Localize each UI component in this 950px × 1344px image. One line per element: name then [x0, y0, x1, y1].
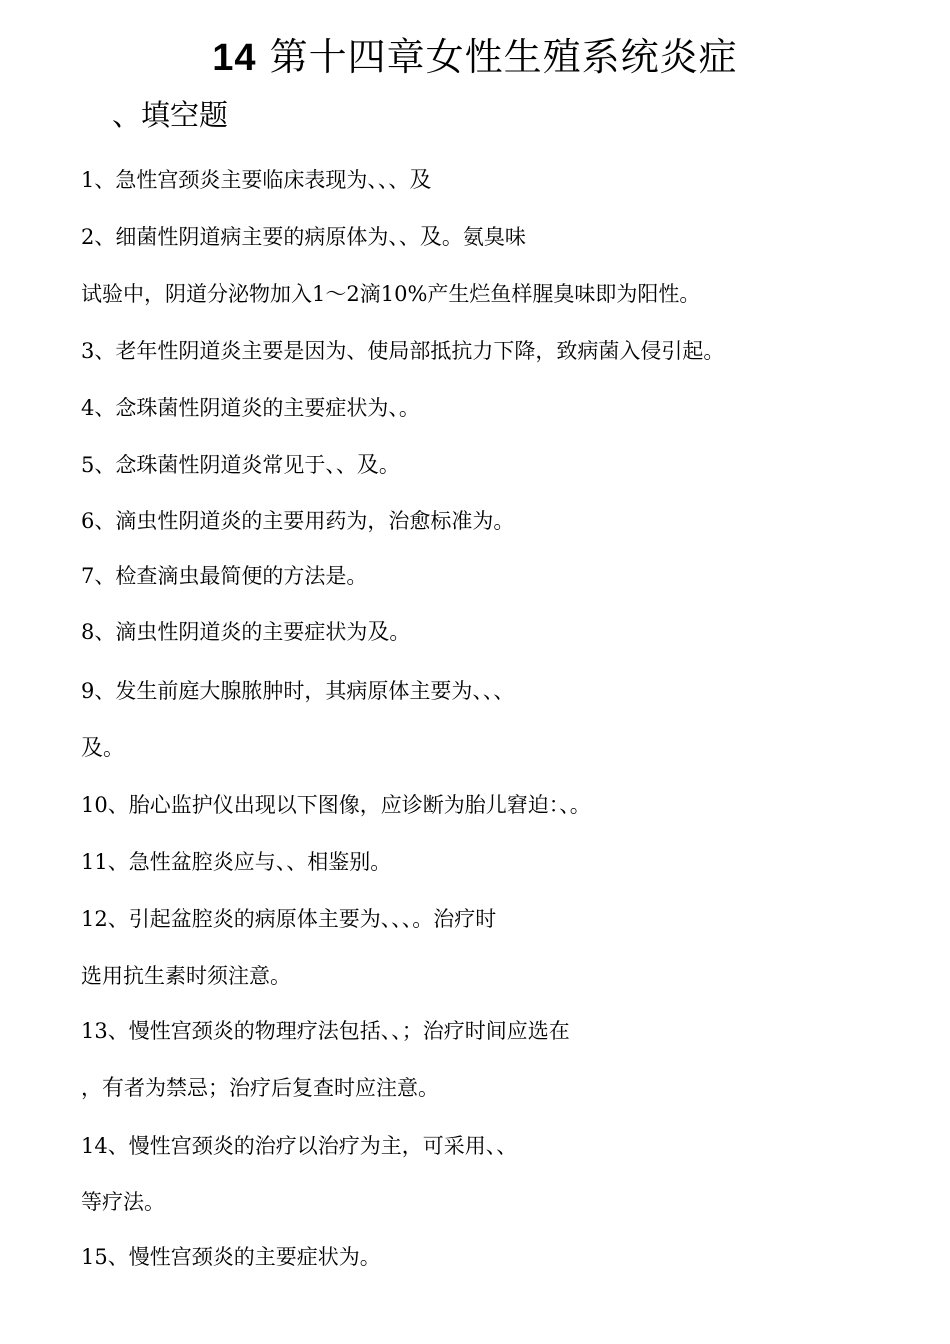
question-tail: 及 — [356, 453, 379, 478]
section-heading: 、填空题 — [112, 98, 229, 132]
question-2 — [81, 222, 526, 253]
question-text: 5、念珠菌性阴道炎常见于、、 — [81, 453, 357, 477]
question-10: 10、胎心监护仪出现以下图像，应诊断为胎儿窘迫：、。 — [81, 793, 591, 817]
question-tail: 及 — [81, 736, 104, 761]
question-tail: 有 — [102, 1076, 125, 1101]
page-title — [0, 30, 950, 85]
question-text-after: 。 — [103, 736, 125, 760]
question-5 — [81, 450, 400, 481]
question-text-lead: ， — [81, 1076, 102, 1100]
question-13: 13、慢性宫颈炎的物理疗法包括、、；治疗时间应选在 — [81, 1019, 570, 1043]
question-3: 3、老年性阴道炎主要是因为、使局部抵抗力下降，致病菌入侵引起。 — [81, 339, 725, 363]
question-9-continued — [81, 733, 124, 764]
question-text-after: 者为禁忌；治疗后复查时应注意。 — [124, 1076, 440, 1100]
question-9: 9、发生前庭大腺脓肿时，其病原体主要为、、、 — [81, 679, 515, 703]
question-14-continued: 等疗法。 — [81, 1190, 165, 1214]
question-12-continued: 选用抗生素时须注意。 — [81, 964, 291, 988]
question-8 — [81, 617, 410, 648]
question-12: 12、引起盆腔炎的病原体主要为、、、。治疗时 — [81, 907, 497, 931]
question-4: 4、念珠菌性阴道炎的主要症状为、。 — [81, 396, 420, 420]
question-11: 11、急性盆腔炎应与、、相鉴别。 — [81, 850, 392, 874]
question-6: 6、滴虫性阴道炎的主要用药为，治愈标准为。 — [81, 509, 515, 533]
question-tail: 及 — [367, 620, 390, 645]
question-2-continued: 试验中，阴道分泌物加入1〜2滴10%产生烂鱼样腥臭味即为阳性。 — [81, 282, 701, 306]
chapter-title: 第十四章女性生殖系统炎症 — [269, 35, 738, 79]
chapter-number: 14 — [212, 37, 257, 79]
question-tail: 及 — [409, 168, 432, 193]
question-tail: 及 — [419, 225, 442, 250]
question-text: 1、急性宫颈炎主要临床表现为、、、 — [81, 168, 410, 192]
question-text: 8、滴虫性阴道炎的主要症状为 — [81, 620, 368, 644]
question-1 — [81, 165, 431, 196]
question-14: 14、慢性宫颈炎的治疗以治疗为主，可采用、、 — [81, 1134, 518, 1158]
question-text-after: 。氨臭味 — [441, 225, 526, 249]
question-15: 15、慢性宫颈炎的主要症状为。 — [81, 1245, 381, 1269]
question-7: 7、检查滴虫最简便的方法是。 — [81, 564, 368, 588]
question-text-after: 。 — [389, 620, 411, 644]
question-text-after: 。 — [378, 453, 400, 477]
question-text: 2、细菌性阴道病主要的病原体为、、 — [81, 225, 420, 249]
question-13-continued — [81, 1073, 439, 1104]
